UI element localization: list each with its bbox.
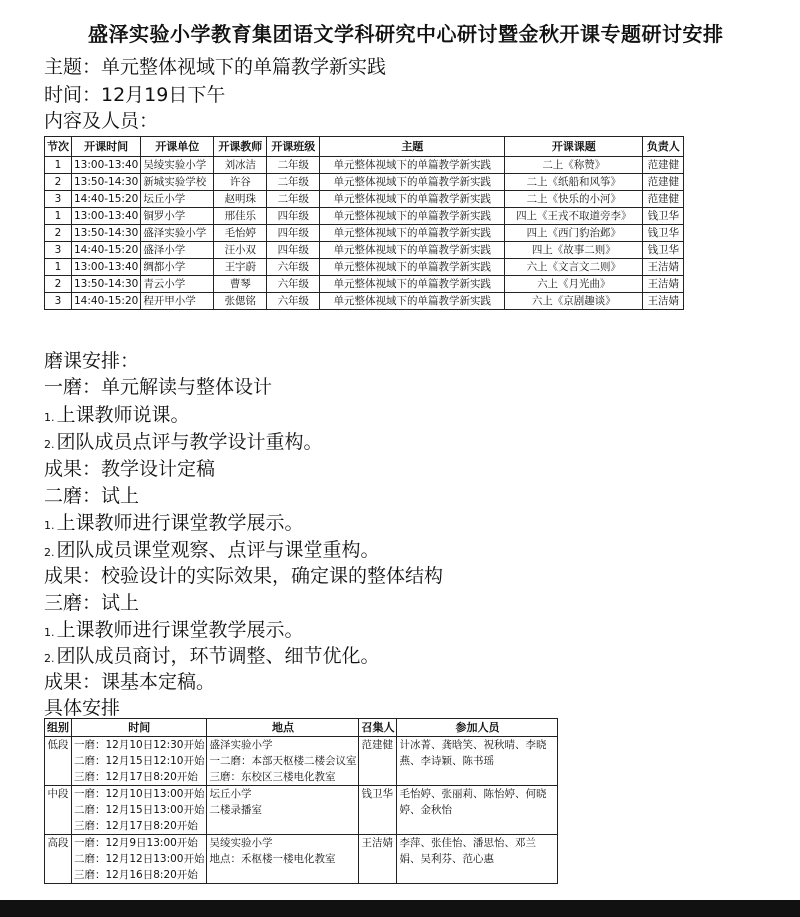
time-line: 一磨：12月10日13:00开始 [74, 788, 205, 800]
schedule-cell: 坛丘小学 [141, 191, 214, 208]
schedule-cell: 四年级 [267, 225, 320, 242]
place-line [209, 867, 356, 882]
schedule-cell: 2 [45, 276, 72, 293]
schedule-cell: 赵明珠 [214, 191, 267, 208]
schedule-cell: 单元整体视域下的单篇教学新实践 [320, 157, 505, 174]
header-cell: 参加人员 [397, 719, 558, 737]
item-number: 2. [44, 652, 55, 665]
round2-result: 成果：校验设计的实际效果，确定课的整体结构 [44, 565, 444, 587]
schedule-cell: 邢佳乐 [214, 208, 267, 225]
header-cell: 时间 [72, 719, 207, 737]
schedule-cell: 刘冰洁 [214, 157, 267, 174]
members-cell [397, 786, 558, 835]
time-line: 时间：12月19日下午 [44, 84, 226, 106]
schedule-cell: 1 [45, 259, 72, 276]
schedule-cell: 六上《文言文二则》 [505, 259, 643, 276]
header-cell: 开课班级 [267, 137, 320, 157]
place-line: 盛泽实验小学 [209, 739, 273, 751]
place-cell [207, 786, 359, 835]
header-cell: 开课教师 [214, 137, 267, 157]
schedule-cell: 四上《王戎不取道旁李》 [505, 208, 643, 225]
time-cell [72, 737, 207, 786]
schedule-row [45, 242, 684, 259]
time-line: 一磨：12月9日13:00开始 [74, 837, 198, 849]
schedule-cell: 四年级 [267, 242, 320, 259]
members-line: 计冰菁、龚晗笑、祝秋晴、李晓 [399, 739, 547, 751]
round1-title: 一磨：单元解读与整体设计 [44, 376, 273, 398]
item-text: 团队成员商讨，环节调整、细节优化。 [56, 645, 380, 667]
schedule-cell: 二年级 [267, 157, 320, 174]
time-line: 三磨：12月16日8:20开始 [74, 869, 198, 881]
round1-result: 成果：教学设计定稿 [44, 458, 216, 480]
group-cell: 低段 [45, 737, 72, 786]
schedule-cell: 二上《快乐的小河》 [505, 191, 643, 208]
schedule-cell: 钱卫华 [643, 225, 684, 242]
schedule-cell: 单元整体视域下的单篇教学新实践 [320, 191, 505, 208]
host-cell: 范建健 [359, 737, 397, 786]
mo-heading: 磨课安排： [44, 350, 140, 372]
schedule-cell: 盛泽小学 [141, 242, 214, 259]
schedule-cell: 2 [45, 225, 72, 242]
schedule-cell: 范建健 [643, 174, 684, 191]
schedule-cell: 13:50-14:30 [72, 174, 141, 191]
schedule-cell: 毛怡婷 [214, 225, 267, 242]
place-line: 二楼录播室 [209, 804, 262, 816]
round3-title: 三磨：试上 [44, 592, 140, 614]
detail-row [45, 737, 558, 786]
schedule-cell: 六年级 [267, 276, 320, 293]
schedule-cell: 3 [45, 293, 72, 310]
time-line: 二磨：12月15日13:00开始 [74, 804, 205, 816]
schedule-cell: 汪小双 [214, 242, 267, 259]
schedule-cell: 吴绫实验小学 [141, 157, 214, 174]
schedule-cell: 14:40-15:20 [72, 242, 141, 259]
place-line: 吴绫实验小学 [209, 837, 273, 849]
schedule-cell: 14:40-15:20 [72, 293, 141, 310]
schedule-cell: 单元整体视域下的单篇教学新实践 [320, 259, 505, 276]
schedule-row [45, 157, 684, 174]
members-line: 李萍、张佳怡、潘思怡、邓兰 [399, 837, 536, 849]
schedule-cell: 二年级 [267, 191, 320, 208]
schedule-cell: 绸都小学 [141, 259, 214, 276]
item-text: 上课教师进行课堂教学展示。 [56, 512, 304, 534]
schedule-cell: 四上《西门豹治邺》 [505, 225, 643, 242]
time-line: 二磨：12月12日13:00开始 [74, 853, 205, 865]
header-cell: 地点 [207, 719, 359, 737]
place-line: 坛丘小学 [209, 788, 252, 800]
place-cell [207, 737, 359, 786]
detail-row [45, 835, 558, 884]
header-cell: 节次 [45, 137, 72, 157]
schedule-cell: 张偲铭 [214, 293, 267, 310]
schedule-cell: 单元整体视域下的单篇教学新实践 [320, 225, 505, 242]
schedule-cell: 王洁婧 [643, 259, 684, 276]
time-line: 三磨：12月17日8:20开始 [74, 771, 198, 783]
place-line: 一二磨：本部天枢楼二楼会议室 [209, 755, 357, 767]
time-line: 二磨：12月15日12:10开始 [74, 755, 205, 767]
group-cell: 高段 [45, 835, 72, 884]
members-line: 娟、吴利芬、范心惠 [399, 853, 494, 865]
page-title: 盛泽实验小学教育集团语文学科研究中心研讨暨金秋开课专题研讨安排 [88, 22, 724, 46]
schedule-cell: 许谷 [214, 174, 267, 191]
header-cell: 开课单位 [141, 137, 214, 157]
detail-heading: 具体安排 [44, 697, 121, 719]
header-cell: 召集人 [359, 719, 397, 737]
schedule-cell: 程开甲小学 [141, 293, 214, 310]
header-cell: 主题 [320, 137, 505, 157]
schedule-cell: 钱卫华 [643, 208, 684, 225]
schedule-cell: 13:50-14:30 [72, 225, 141, 242]
detail-row [45, 786, 558, 835]
item-number: 2. [44, 438, 55, 451]
schedule-cell: 单元整体视域下的单篇教学新实践 [320, 276, 505, 293]
schedule-cell: 13:50-14:30 [72, 276, 141, 293]
place-line: 三磨：东校区三楼电化教室 [209, 771, 336, 783]
header-cell: 开课课题 [505, 137, 643, 157]
header-cell: 开课时间 [72, 137, 141, 157]
round1-item-2 [44, 427, 323, 454]
schedule-cell: 13:00-13:40 [72, 208, 141, 225]
schedule-row [45, 191, 684, 208]
members-line: 燕、李诗颖、陈书瑶 [399, 755, 494, 767]
schedule-cell: 单元整体视域下的单篇教学新实践 [320, 242, 505, 259]
schedule-cell: 3 [45, 242, 72, 259]
content-label: 内容及人员： [44, 110, 159, 132]
header-cell: 组别 [45, 719, 72, 737]
time-cell [72, 835, 207, 884]
schedule-cell: 二年级 [267, 174, 320, 191]
place-cell [207, 835, 359, 884]
round3-result: 成果：课基本定稿。 [44, 671, 216, 693]
round3-item-1 [44, 615, 304, 642]
detail-table [44, 718, 558, 884]
group-cell: 中段 [45, 786, 72, 835]
schedule-cell: 范建健 [643, 191, 684, 208]
schedule-row [45, 293, 684, 310]
schedule-header-row [45, 137, 684, 157]
schedule-table [44, 136, 684, 310]
members-line: 毛怡婷、张丽莉、陈怡婷、何晓 [399, 788, 547, 800]
schedule-cell: 1 [45, 157, 72, 174]
round2-item-1 [44, 508, 304, 535]
schedule-cell: 王宇蔚 [214, 259, 267, 276]
schedule-cell: 范建健 [643, 157, 684, 174]
schedule-cell: 二上《纸船和风筝》 [505, 174, 643, 191]
item-number: 1. [44, 626, 55, 639]
schedule-cell: 3 [45, 191, 72, 208]
item-text: 上课教师说课。 [56, 404, 190, 426]
schedule-cell: 单元整体视域下的单篇教学新实践 [320, 208, 505, 225]
members-cell [397, 835, 558, 884]
round1-item-1 [44, 400, 190, 427]
schedule-cell: 铜罗小学 [141, 208, 214, 225]
schedule-row [45, 225, 684, 242]
schedule-cell: 钱卫华 [643, 242, 684, 259]
time-cell [72, 786, 207, 835]
schedule-cell: 14:40-15:20 [72, 191, 141, 208]
round2-item-2 [44, 535, 380, 562]
schedule-cell: 盛泽实验小学 [141, 225, 214, 242]
schedule-row [45, 208, 684, 225]
members-cell [397, 737, 558, 786]
schedule-row [45, 259, 684, 276]
host-cell: 钱卫华 [359, 786, 397, 835]
topic-line: 主题：单元整体视域下的单篇教学新实践 [44, 56, 387, 78]
bottom-bar [0, 900, 800, 917]
schedule-cell: 王洁婧 [643, 276, 684, 293]
schedule-cell: 六上《京剧趣谈》 [505, 293, 643, 310]
item-number: 1. [44, 519, 55, 532]
schedule-cell: 2 [45, 174, 72, 191]
schedule-cell: 王洁婧 [643, 293, 684, 310]
schedule-cell: 新城实验学校 [141, 174, 214, 191]
host-cell: 王洁婧 [359, 835, 397, 884]
schedule-cell: 六年级 [267, 259, 320, 276]
schedule-cell: 四上《故事二则》 [505, 242, 643, 259]
item-text: 团队成员课堂观察、点评与课堂重构。 [56, 539, 380, 561]
schedule-cell: 13:00-13:40 [72, 259, 141, 276]
schedule-cell: 二上《称赞》 [505, 157, 643, 174]
header-cell: 负责人 [643, 137, 684, 157]
schedule-cell: 青云小学 [141, 276, 214, 293]
members-line: 婷、金秋怡 [399, 804, 452, 816]
detail-header-row [45, 719, 558, 737]
item-text: 团队成员点评与教学设计重构。 [56, 431, 323, 453]
time-line: 一磨：12月10日12:30开始 [74, 739, 205, 751]
place-line [209, 818, 356, 833]
schedule-cell: 六上《月光曲》 [505, 276, 643, 293]
schedule-row [45, 174, 684, 191]
schedule-cell: 13:00-13:40 [72, 157, 141, 174]
item-number: 2. [44, 546, 55, 559]
schedule-cell: 单元整体视域下的单篇教学新实践 [320, 174, 505, 191]
schedule-cell: 1 [45, 208, 72, 225]
item-number: 1. [44, 411, 55, 424]
schedule-cell: 四年级 [267, 208, 320, 225]
schedule-cell: 六年级 [267, 293, 320, 310]
round3-item-2 [44, 641, 380, 668]
place-line: 地点：禾枢楼一楼电化教室 [209, 853, 336, 865]
schedule-cell: 曹琴 [214, 276, 267, 293]
item-text: 上课教师进行课堂教学展示。 [56, 619, 304, 641]
schedule-cell: 单元整体视域下的单篇教学新实践 [320, 293, 505, 310]
schedule-row [45, 276, 684, 293]
time-line: 三磨：12月17日8:20开始 [74, 820, 198, 832]
round2-title: 二磨：试上 [44, 485, 140, 507]
